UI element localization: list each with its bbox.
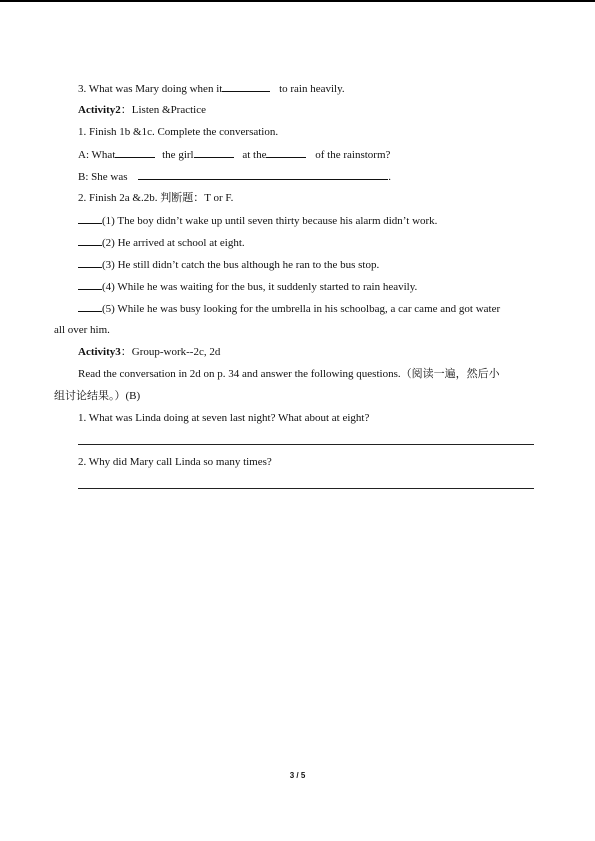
answer-blank <box>222 81 270 92</box>
dialogue-line-b <box>78 169 391 184</box>
line-a-part3: at the <box>242 149 267 161</box>
tf-item-3 <box>78 257 379 272</box>
answer-blank <box>138 169 388 180</box>
answer-blank <box>266 147 306 158</box>
tf-blank <box>78 301 102 312</box>
top-border <box>0 0 595 2</box>
line-a-part2: the girl <box>162 149 194 161</box>
question-3-end: to rain heavily. <box>279 83 345 95</box>
tf-item-4-text: (4) While he was waiting for the bus, it suddenly started to rain heavily. <box>102 281 418 293</box>
activity2-heading <box>78 103 206 117</box>
activity3-label: Activity3 <box>78 346 121 358</box>
reading-instruction: Read the conversation in 2d on p. 34 and answer the following questions.（阅读一遍，然后小 <box>78 368 500 380</box>
question-3-text: 3. What was Mary doing when it <box>78 83 223 95</box>
question-3 <box>78 81 345 96</box>
tf-item-5 <box>78 301 500 316</box>
tf-item-5-text: (5) While he was busy looking for the umbrella in his schoolbag, a car came and got water <box>102 303 501 315</box>
instruction-1b: 1. Finish 1b &1c. Complete the conversation. <box>78 126 279 138</box>
tf-item-2 <box>78 235 245 250</box>
tf-item-2-text: (2) He arrived at school at eight. <box>102 237 245 249</box>
tf-item-4 <box>78 279 417 294</box>
tf-blank <box>78 213 102 224</box>
answer-line <box>78 488 534 489</box>
tf-item-5-continued: all over him. <box>54 324 110 336</box>
tf-blank <box>78 257 102 268</box>
tf-blank <box>78 279 102 290</box>
line-a-part4: of the rainstorm? <box>315 149 391 161</box>
question-1: 1. What was Linda doing at seven last night? What about at eight? <box>78 412 370 424</box>
line-b-part1: B: She was <box>78 171 128 183</box>
question-2: 2. Why did Mary call Linda so many times? <box>78 456 272 468</box>
tf-item-1-text: (1) The boy didn’t wake up until seven thirty because his alarm didn’t work. <box>102 215 438 227</box>
tf-item-1 <box>78 213 437 228</box>
line-a-part1: A: What <box>78 149 116 161</box>
tf-item-3-text: (3) He still didn’t catch the bus although he ran to the bus stop. <box>102 259 380 271</box>
instruction-2a: 2. Finish 2a &.2b. 判断题：T or F. <box>78 192 234 204</box>
answer-blank <box>115 147 155 158</box>
dialogue-line-a <box>78 147 390 162</box>
tf-blank <box>78 235 102 246</box>
answer-blank <box>194 147 234 158</box>
activity2-label: Activity2 <box>78 104 121 116</box>
page-number: 3 / 5 <box>289 771 306 780</box>
activity2-title: ：Listen &Practice <box>120 104 206 116</box>
activity3-heading <box>78 345 220 359</box>
activity3-title: ：Group-work--2c, 2d <box>120 346 221 358</box>
line-b-end: . <box>388 171 391 183</box>
answer-line <box>78 444 534 445</box>
reading-instruction-continued: 组讨论结果。）(B) <box>54 390 141 402</box>
